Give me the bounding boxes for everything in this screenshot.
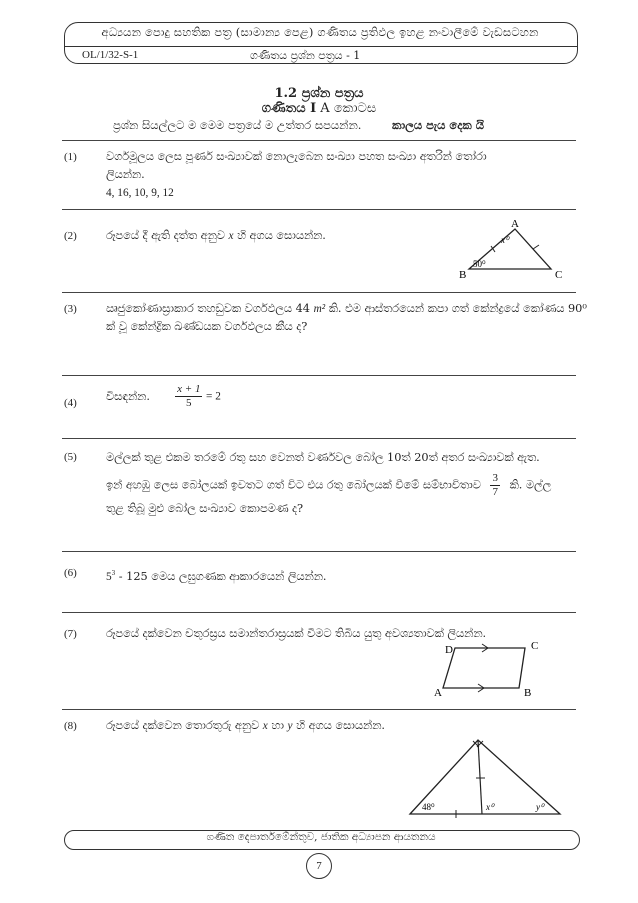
question-2 <box>106 227 326 245</box>
question-number: (1) <box>64 151 77 163</box>
time-allowed: කාලය පැය දෙක යි <box>392 118 484 132</box>
question-number: (7) <box>64 628 77 640</box>
question-number: (5) <box>64 451 77 463</box>
vertex-label-b: B <box>459 269 467 281</box>
page-number: 7 <box>306 853 332 879</box>
question-1 <box>106 148 487 202</box>
fraction-numerator: x + 1 <box>177 383 201 395</box>
question-number: (6) <box>64 567 77 579</box>
paper-title: 1.2 ප්‍රශ්න පත්‍රය <box>274 86 364 101</box>
vertex-label-a: A <box>434 687 442 699</box>
question-3-text-a: ඍජුකෝණාස්‍රාකාර තහඩුවක වර්ගඵලය 44 <box>106 302 314 315</box>
divider <box>62 375 576 376</box>
question-number: (8) <box>64 720 77 732</box>
angle-label-50: 50⁰ <box>473 259 486 269</box>
question-8-var-x: x <box>262 720 268 732</box>
question-5-fraction <box>490 472 500 499</box>
divider <box>62 209 576 210</box>
divider <box>62 709 576 710</box>
vertex-label-c: C <box>531 640 539 652</box>
question-3 <box>106 300 587 336</box>
vertex-label-c: C <box>555 269 563 281</box>
question-5-line2-b: කි. මල්ල <box>509 478 552 492</box>
divider <box>62 551 576 552</box>
question-3-text-b: කි. එම ආස්තරයෙන් කපා ගත් කේන්ද්‍රයේ කෝණය 90⁰ <box>325 302 587 315</box>
triangle-figure-2 <box>400 728 570 824</box>
median-line <box>478 740 482 814</box>
question-4-rhs: = 2 <box>206 390 221 403</box>
question-3-line2: ක් වූ කේන්ද්‍රික ඛණ්ඩයක වර්ගඵලය කීය ද? <box>106 320 308 333</box>
question-number: (2) <box>64 230 77 242</box>
question-1-line1: වර්ගමූලය ලෙස පූර්ණ සංඛ්‍යාවක් නොලැබෙන සංඛ්‍යා පහත සංඛ්‍යා අතරින් තෝරා <box>106 150 487 163</box>
question-8-mid: හා <box>267 719 288 732</box>
tick-mark <box>533 245 539 249</box>
instructions: ප්‍රශ්න සියල්ලට ම මෙම පත්‍රයේ ම උත්තර සපයන්න. <box>113 118 362 132</box>
question-2-text-a: රූපයේ දී ඇති දත්ත අනුව <box>106 229 229 242</box>
vertex-label-b: B <box>524 687 532 699</box>
fraction-numerator: 3 <box>492 472 498 484</box>
paper-code: OL/1/32-S-1 <box>82 49 139 61</box>
question-5-line2-a: ඉන් අහඹු ලෙස බෝලයක් ඉවතට ගත් විට එය රතු බෝලයක් වීමේ සම්භාවිතාව <box>106 478 481 492</box>
footer-text: ගණිත දෙපාර්තමේන්තුව, ජාතික අධ්‍යාපන ආයතනය <box>206 831 436 843</box>
question-6-text: - 125 මෙය ලඝුගණක ආකාරයෙන් ලියන්න. <box>115 569 327 583</box>
divider <box>62 140 576 141</box>
question-6-exponent: 3 <box>111 569 116 577</box>
question-2-text-b: හි අගය සොයන්න. <box>233 229 326 242</box>
question-2-var: x <box>228 230 234 242</box>
question-5 <box>106 448 551 519</box>
question-6-base: 5 <box>106 570 112 583</box>
question-4-fraction <box>175 383 202 410</box>
question-5-line1: මල්ලක් තුළ එකම තරමේ රතු සහ වෙනත් වර්ණවල බෝල 10ත් 20ත් අතර සංඛ්‍යාවක් ඇත. <box>106 451 540 464</box>
question-4 <box>106 383 221 410</box>
vertex-label-a: A <box>511 218 519 230</box>
angle-label-x: x⁰ <box>501 235 509 245</box>
angle-label-x: x⁰ <box>486 802 494 812</box>
parallelogram-shape <box>443 648 525 688</box>
question-8-text-a: රූපයේ දක්වෙන තොරතුරු අනුව <box>106 719 263 732</box>
question-number: (4) <box>64 397 77 409</box>
section-title-bold: ගණිතය I <box>261 101 317 116</box>
question-1-numbers: 4, 16, 10, 9, 12 <box>106 187 174 199</box>
paper-subtitle: ගණිතය ප්‍රශ්න පත්‍රය - 1 <box>250 49 361 62</box>
question-4-text: විසඳන්න. <box>106 389 150 403</box>
section-title <box>0 101 638 116</box>
parallelogram-figure <box>425 635 555 705</box>
triangle-figure <box>455 213 575 285</box>
question-8 <box>106 717 385 735</box>
angle-label-48: 48⁰ <box>422 802 435 812</box>
question-8-text-b: හි අගය සොයන්න. <box>292 719 385 732</box>
question-3-unit: m² <box>313 303 326 315</box>
divider <box>62 612 576 613</box>
header-title: අධ්‍යයන පොදු සහතික පත්‍ර (සාමාන්‍ය පෙළ) ගණිතය ප්‍රතිඵල ඉහළ නංවාලීමේ වැඩසටහන <box>101 25 539 39</box>
section-title-plain: A කොටස <box>316 101 377 116</box>
header-divider <box>64 46 578 47</box>
fraction-denominator: 5 <box>186 397 192 409</box>
question-6 <box>106 564 327 586</box>
divider <box>62 438 576 439</box>
question-7: රූපයේ දක්වෙන චතුරස්‍රය සමාන්තරාස්‍රයක් වීමට තිබිය යුතු අවශ්‍යතාවක් ලියන්න. <box>106 627 487 640</box>
question-1-line2: ලියන්න. <box>106 168 145 181</box>
vertex-label-d: D <box>445 644 453 656</box>
question-5-line3: තුළ තිබූ මුළු බෝල සංඛ්‍යාව කොපමණ ද? <box>106 502 304 515</box>
question-8-var-y: y <box>287 720 293 732</box>
fraction-denominator: 7 <box>492 486 498 498</box>
divider <box>62 292 576 293</box>
angle-label-y: y⁰ <box>536 802 544 812</box>
question-number: (3) <box>64 303 77 315</box>
